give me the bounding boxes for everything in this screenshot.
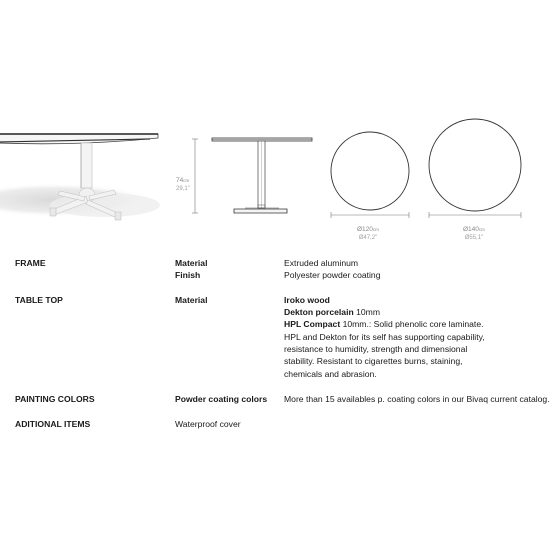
table-perspective-render — [0, 134, 160, 220]
d120-label — [357, 219, 379, 241]
tabletop-line-2-bold: Dekton porcelain — [284, 307, 354, 317]
painting-value: More than 15 availables p. coating colors in our Bivaq current catalog. — [284, 394, 550, 404]
height-cm: 74 — [176, 177, 184, 184]
tabletop-label: TABLE TOP — [15, 295, 63, 305]
height-in: 29,1" — [176, 186, 190, 192]
tabletop-line-1: Iroko wood — [284, 295, 330, 305]
tabletop-material-attr: Material — [175, 295, 208, 305]
tabletop-line-3 — [284, 318, 484, 330]
frame-finish-value: Polyester powder coating — [284, 270, 381, 280]
height-dimension-line — [192, 139, 198, 213]
height-unit: cm — [183, 178, 190, 183]
d140-cm: Ø140 — [463, 226, 479, 233]
frame-material-value: Extruded aluminum — [284, 258, 359, 268]
d120-cm: Ø120 — [357, 226, 373, 233]
tabletop-line-2-rest: 10mm — [353, 307, 380, 317]
tabletop-line-2 — [284, 306, 380, 318]
top-view-140 — [429, 119, 521, 218]
painting-label: PAINTING COLORS — [15, 394, 95, 404]
d140-unit: cm — [478, 227, 485, 232]
tabletop-line-3-bold: HPL Compact — [284, 319, 341, 329]
tabletop-line-7: chemicals and abrasion. — [284, 369, 377, 379]
frame-label: FRAME — [15, 258, 46, 268]
additional-value: Waterproof cover — [175, 419, 241, 429]
table-side-elevation — [212, 138, 312, 213]
tabletop-line-5: resistance to humidity, strength and dimensional — [284, 344, 468, 354]
frame-material-attr: Material — [175, 258, 208, 268]
d120-in: Ø47,2" — [358, 235, 378, 241]
tabletop-line-6: stability. Resistant to cigarettes burns, staining, — [284, 356, 463, 366]
tabletop-line-3-rest: 10mm.: Solid phenolic core laminate. — [340, 319, 484, 329]
tabletop-line-4: HPL and Dekton for its self has supporting capability, — [284, 332, 485, 342]
product-drawings — [0, 0, 550, 245]
d140-in: Ø55,1" — [464, 235, 484, 241]
painting-attr: Powder coating colors — [175, 394, 268, 404]
height-label — [176, 170, 190, 192]
table-drawings-svg — [0, 0, 550, 245]
top-view-120 — [331, 132, 409, 218]
frame-finish-attr: Finish — [175, 270, 201, 280]
d140-label — [463, 219, 485, 241]
d120-unit: cm — [372, 227, 379, 232]
additional-label: ADITIONAL ITEMS — [15, 419, 91, 429]
